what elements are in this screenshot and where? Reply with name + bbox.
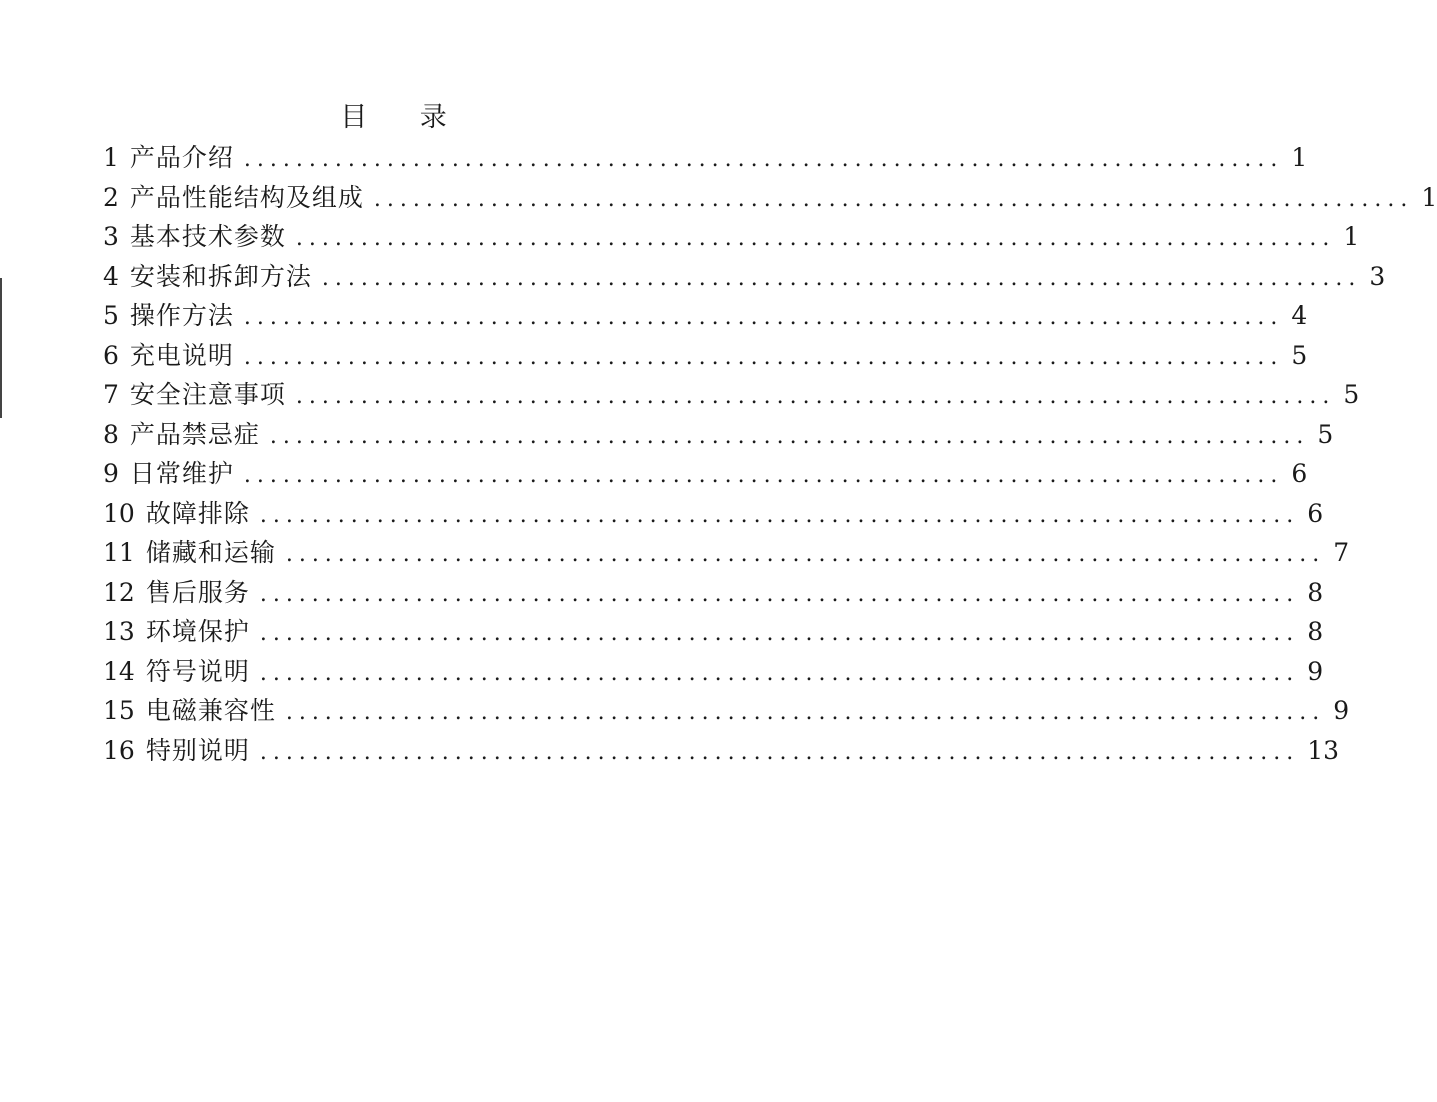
toc-entry-number: 15 xyxy=(103,696,135,725)
toc-entry-number: 16 xyxy=(103,735,135,765)
toc-entry-number: 12 xyxy=(103,577,135,607)
toc-entry-number: 5 xyxy=(103,301,119,330)
toc-entry-page: 5 xyxy=(1343,380,1360,409)
toc-dot-leader: ................................................................................ xyxy=(259,739,1300,765)
toc-entry-number: 8 xyxy=(103,419,119,449)
toc-entry-page: 8 xyxy=(1307,617,1324,646)
toc-entry-label: 电磁兼容性 xyxy=(145,696,276,725)
toc-entry-page: 8 xyxy=(1307,577,1324,607)
toc-entry[interactable] xyxy=(103,336,1308,376)
toc-entry-number: 2 xyxy=(103,182,119,212)
toc-dot-leader: ................................................................................ xyxy=(259,660,1300,686)
toc-entry[interactable] xyxy=(103,612,1324,652)
toc-dot-leader: ................................................................................ xyxy=(321,265,1362,291)
toc-entry-number: 11 xyxy=(103,538,135,567)
toc-entry-number: 3 xyxy=(103,222,119,251)
toc-dot-leader: ................................................................................ xyxy=(269,423,1310,449)
toc-entry[interactable] xyxy=(103,573,1324,613)
toc-entry-label: 操作方法 xyxy=(129,301,234,330)
toc-dot-leader: ................................................................................ xyxy=(243,305,1284,330)
toc-dot-leader: ................................................................................ xyxy=(243,147,1284,172)
toc-entry-label: 充电说明 xyxy=(129,340,234,370)
toc-dot-leader: ................................................................................ xyxy=(243,344,1284,370)
toc-dot-leader: ................................................................................ xyxy=(259,502,1300,528)
toc-dot-leader: ................................................................................ xyxy=(243,463,1284,488)
toc-entry-label: 储藏和运输 xyxy=(145,538,276,567)
toc-entry-number: 9 xyxy=(103,459,119,488)
toc-dot-leader: ................................................................................ xyxy=(373,186,1414,212)
page-edge-mark xyxy=(0,278,2,418)
toc-entry-page: 1 xyxy=(1291,143,1308,172)
toc-entry-page: 4 xyxy=(1291,301,1308,330)
toc-entry-label: 售后服务 xyxy=(145,577,250,607)
toc-entry[interactable] xyxy=(103,375,1360,415)
toc-entry[interactable] xyxy=(103,257,1386,297)
toc-dot-leader: ................................................................................ xyxy=(295,226,1336,251)
toc-entry-number: 13 xyxy=(103,617,135,646)
toc-entry-label: 日常维护 xyxy=(129,459,234,488)
toc-entry[interactable] xyxy=(103,296,1308,336)
toc-title: 目 录 xyxy=(340,102,469,133)
toc-entry-page: 3 xyxy=(1369,261,1386,291)
toc-entry-page: 13 xyxy=(1307,735,1340,765)
toc-entry[interactable] xyxy=(103,454,1308,494)
toc-entry[interactable] xyxy=(103,415,1334,455)
toc-entry[interactable] xyxy=(103,178,1437,218)
toc-entry-label: 故障排除 xyxy=(145,498,250,528)
toc-entry-label: 产品性能结构及组成 xyxy=(129,182,364,212)
toc-list xyxy=(103,138,1437,770)
toc-dot-leader: ................................................................................ xyxy=(259,621,1300,646)
toc-entry-page: 5 xyxy=(1317,419,1334,449)
toc-entry-label: 符号说明 xyxy=(145,656,250,686)
toc-entry-page: 9 xyxy=(1307,656,1324,686)
toc-entry-page: 1 xyxy=(1421,182,1437,212)
toc-dot-leader: ................................................................................ xyxy=(285,700,1326,725)
toc-entry-label: 环境保护 xyxy=(145,617,250,646)
toc-entry-number: 7 xyxy=(103,380,119,409)
toc-dot-leader: ................................................................................ xyxy=(285,542,1326,567)
toc-entry-number: 10 xyxy=(103,498,135,528)
toc-entry-page: 6 xyxy=(1307,498,1324,528)
toc-dot-leader: ................................................................................ xyxy=(295,384,1336,409)
toc-entry[interactable] xyxy=(103,691,1350,731)
toc-entry-label: 产品禁忌症 xyxy=(129,419,260,449)
toc-entry-page: 6 xyxy=(1291,459,1308,488)
toc-entry-label: 安装和拆卸方法 xyxy=(129,261,312,291)
toc-entry-label: 安全注意事项 xyxy=(129,380,286,409)
toc-entry-number: 14 xyxy=(103,656,135,686)
toc-entry-number: 4 xyxy=(103,261,119,291)
toc-entry-page: 5 xyxy=(1291,340,1308,370)
toc-entry[interactable] xyxy=(103,533,1350,573)
toc-entry-page: 9 xyxy=(1333,696,1350,725)
toc-entry[interactable] xyxy=(103,217,1360,257)
toc-entry-label: 基本技术参数 xyxy=(129,222,286,251)
toc-entry-label: 产品介绍 xyxy=(129,143,234,172)
toc-dot-leader: ................................................................................ xyxy=(259,581,1300,607)
toc-entry[interactable] xyxy=(103,494,1324,534)
toc-entry[interactable] xyxy=(103,652,1324,692)
toc-entry-label: 特别说明 xyxy=(145,735,250,765)
toc-entry-page: 1 xyxy=(1343,222,1360,251)
toc-entry-number: 1 xyxy=(103,143,119,172)
toc-entry[interactable] xyxy=(103,731,1340,771)
toc-entry[interactable] xyxy=(103,138,1308,178)
toc-entry-number: 6 xyxy=(103,340,119,370)
toc-entry-page: 7 xyxy=(1333,538,1350,567)
